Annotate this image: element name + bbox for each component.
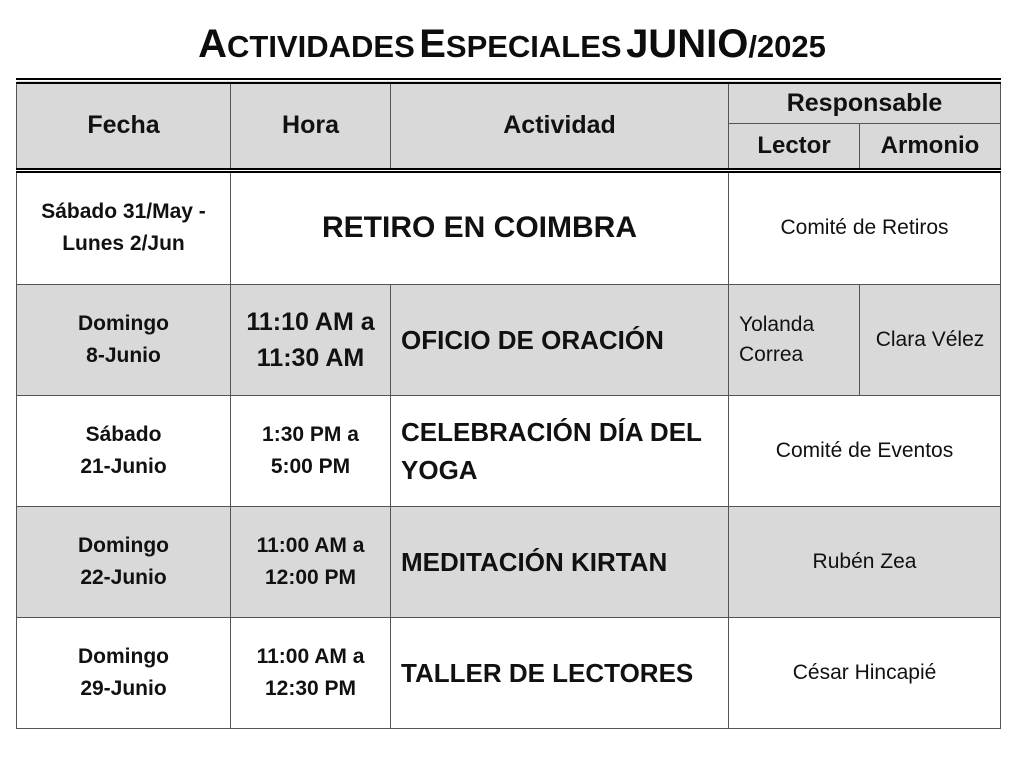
header-fecha: Fecha: [17, 81, 231, 170]
time-cell: [231, 395, 391, 506]
schedule-table: [16, 78, 1001, 729]
time-line: 12:00 PM: [264, 565, 357, 589]
table-row: [17, 284, 1001, 395]
time-line: 12:30 PM: [264, 676, 357, 700]
date-cell: [17, 170, 231, 284]
armonio-cell: Clara Vélez: [860, 284, 1001, 395]
header-actividad: Actividad: [391, 81, 729, 170]
header-armonio: Armonio: [860, 123, 1001, 170]
responsible-cell: Comité de Eventos: [729, 395, 1001, 506]
date-cell: [17, 506, 231, 617]
date-line: Sábado: [85, 422, 162, 446]
time-cell: [231, 284, 391, 395]
time-line: 5:00 PM: [270, 454, 351, 478]
time-line: 11:10 AM a: [246, 307, 375, 336]
time-line: 11:00 AM a: [256, 533, 365, 557]
time-cell: [231, 506, 391, 617]
title-year: /2025: [748, 29, 826, 64]
title-a-rest: CTIVIDADES: [227, 29, 415, 64]
page-title: [0, 22, 1024, 67]
date-line: Lunes 2/Jun: [62, 232, 185, 255]
date-line: 22-Junio: [80, 565, 167, 589]
responsible-cell: Rubén Zea: [729, 506, 1001, 617]
activity-cell: RETIRO EN COIMBRA: [231, 170, 729, 284]
lector-cell: [729, 284, 860, 395]
table-row: [17, 617, 1001, 728]
header-row: [17, 81, 1001, 123]
time-cell: [231, 617, 391, 728]
title-e-cap: E: [419, 22, 446, 66]
activity-cell: TALLER DE LECTORES: [391, 617, 729, 728]
header-lector: Lector: [729, 123, 860, 170]
date-line: 21-Junio: [80, 454, 167, 478]
date-line: Domingo: [78, 311, 169, 335]
date-line: Sábado 31/May -: [41, 200, 206, 223]
table-row: [17, 170, 1001, 284]
header-hora: Hora: [231, 81, 391, 170]
time-line: 11:00 AM a: [256, 644, 365, 668]
table-row: [17, 506, 1001, 617]
title-e-rest: SPECIALES: [445, 29, 622, 64]
date-cell: [17, 284, 231, 395]
time-line: 1:30 PM a: [262, 422, 359, 446]
time-line: 11:30 AM: [256, 343, 365, 372]
responsible-cell: Comité de Retiros: [729, 170, 1001, 284]
activity-line: CELEBRACIÓN DÍA DEL: [401, 416, 702, 447]
responsible-cell: César Hincapié: [729, 617, 1001, 728]
date-line: Domingo: [78, 533, 169, 557]
date-cell: [17, 395, 231, 506]
activity-cell: OFICIO DE ORACIÓN: [391, 284, 729, 395]
activity-line: YOGA: [401, 454, 478, 485]
title-month: JUNIO: [626, 22, 749, 66]
table-row: [17, 395, 1001, 506]
title-a-cap: A: [198, 22, 227, 66]
date-line: Domingo: [78, 644, 169, 668]
date-line: 8-Junio: [86, 343, 161, 367]
activity-cell: [391, 395, 729, 506]
date-cell: [17, 617, 231, 728]
date-line: 29-Junio: [80, 676, 167, 700]
lector-line: Correa: [739, 342, 804, 366]
activity-cell: MEDITACIÓN KIRTAN: [391, 506, 729, 617]
header-responsable: Responsable: [729, 81, 1001, 123]
lector-line: Yolanda: [739, 312, 815, 336]
